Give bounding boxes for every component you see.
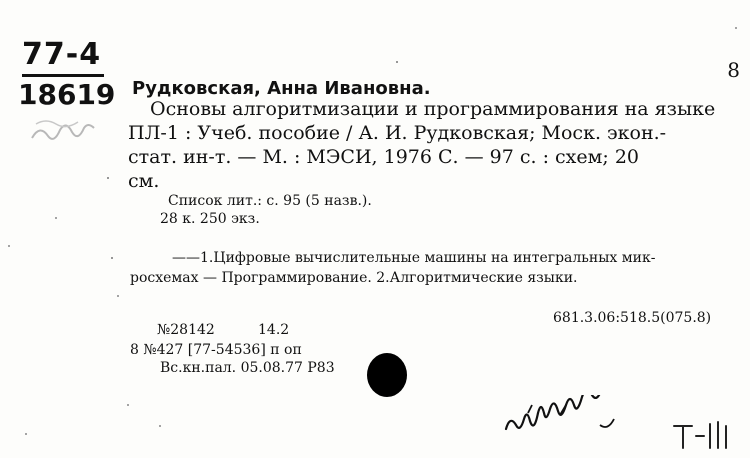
subject-line-2: росхемах — Программирование. 2.Алгоритмические языки. [130,270,578,286]
publication-note: Вс.кн.пал. 05.08.77 Р83 [160,360,335,376]
title-line-4: см. [128,170,160,192]
registry-line: 8 №427 [77-54536] п оп [130,342,302,358]
order-suffix: 14.2 [258,322,290,338]
title-line-2: ПЛ-1 : Учеб. пособие / А. И. Рудковская; Моск. экон.- [128,122,667,144]
udc-code: 681.3.06:518.5(075.8) [553,310,712,326]
print-run: 28 к. 250 экз. [160,211,260,227]
bibliography-note: Список лит.: с. 95 (5 назв.). [168,193,372,209]
accession-number: 18619 [18,78,116,111]
subject-line-1: ——1.Цифровые вычислительные машины на интегральных мик- [172,250,656,266]
title-line-1: Основы алгоритмизации и программирования на языке [150,98,716,120]
title-line-3: стат. ин-т. — М. : МЭСИ, 1976 С. — 97 с. : схем; 20 [128,146,640,168]
shelf-mark: 77-4 [22,37,102,72]
author-heading: Рудковская, Анна Ивановна. [132,78,431,99]
order-number: №28142 [157,322,215,338]
page-number: 8 [727,58,740,82]
